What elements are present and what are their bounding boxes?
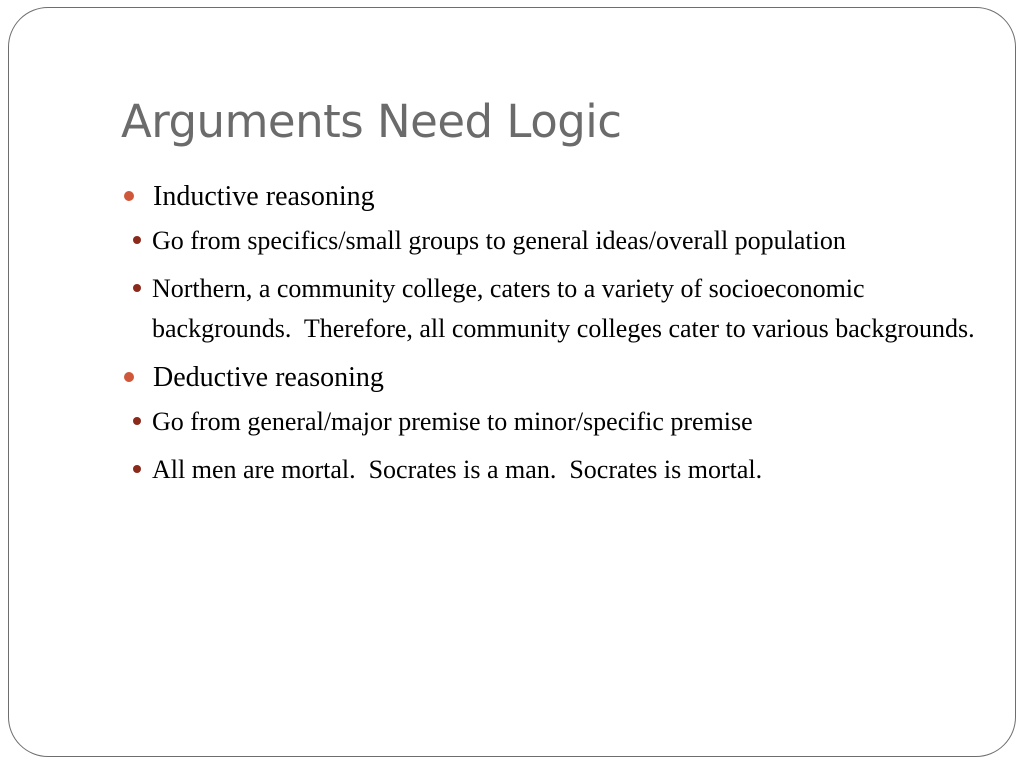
sub-bullet-text: Go from general/major premise to minor/specific premise: [152, 407, 753, 436]
sub-bullet-text: Northern, a community college, caters to a variety of socioeconomic backgrounds. Therefore, all community colleges cater to various backgrounds.: [152, 274, 975, 343]
sub-bullet-dot-icon: [133, 417, 141, 425]
bullet-dot-icon: [124, 191, 134, 201]
bullet-heading: Deductive reasoning: [153, 362, 384, 393]
sub-list-deductive: [121, 402, 981, 490]
slide-body: [121, 176, 981, 498]
bullet-dot-icon: [124, 372, 134, 382]
sub-bullet-text: Go from specifics/small groups to general ideas/overall population: [152, 226, 846, 255]
sub-bullet-item: [121, 402, 981, 442]
sub-bullet-dot-icon: [133, 236, 141, 244]
slide-title: Arguments Need Logic: [121, 95, 622, 148]
sub-bullet-item: [121, 269, 981, 349]
sub-bullet-dot-icon: [133, 465, 141, 473]
sub-list-inductive: [121, 221, 981, 349]
slide: [8, 7, 1016, 757]
bullet-deductive-reasoning: [121, 357, 981, 399]
bullet-heading: Inductive reasoning: [153, 181, 375, 212]
sub-bullet-item: [121, 221, 981, 261]
sub-bullet-dot-icon: [133, 284, 141, 292]
sub-bullet-item: [121, 450, 981, 490]
bullet-inductive-reasoning: [121, 176, 981, 218]
sub-bullet-text: All men are mortal. Socrates is a man. Socrates is mortal.: [152, 455, 763, 484]
